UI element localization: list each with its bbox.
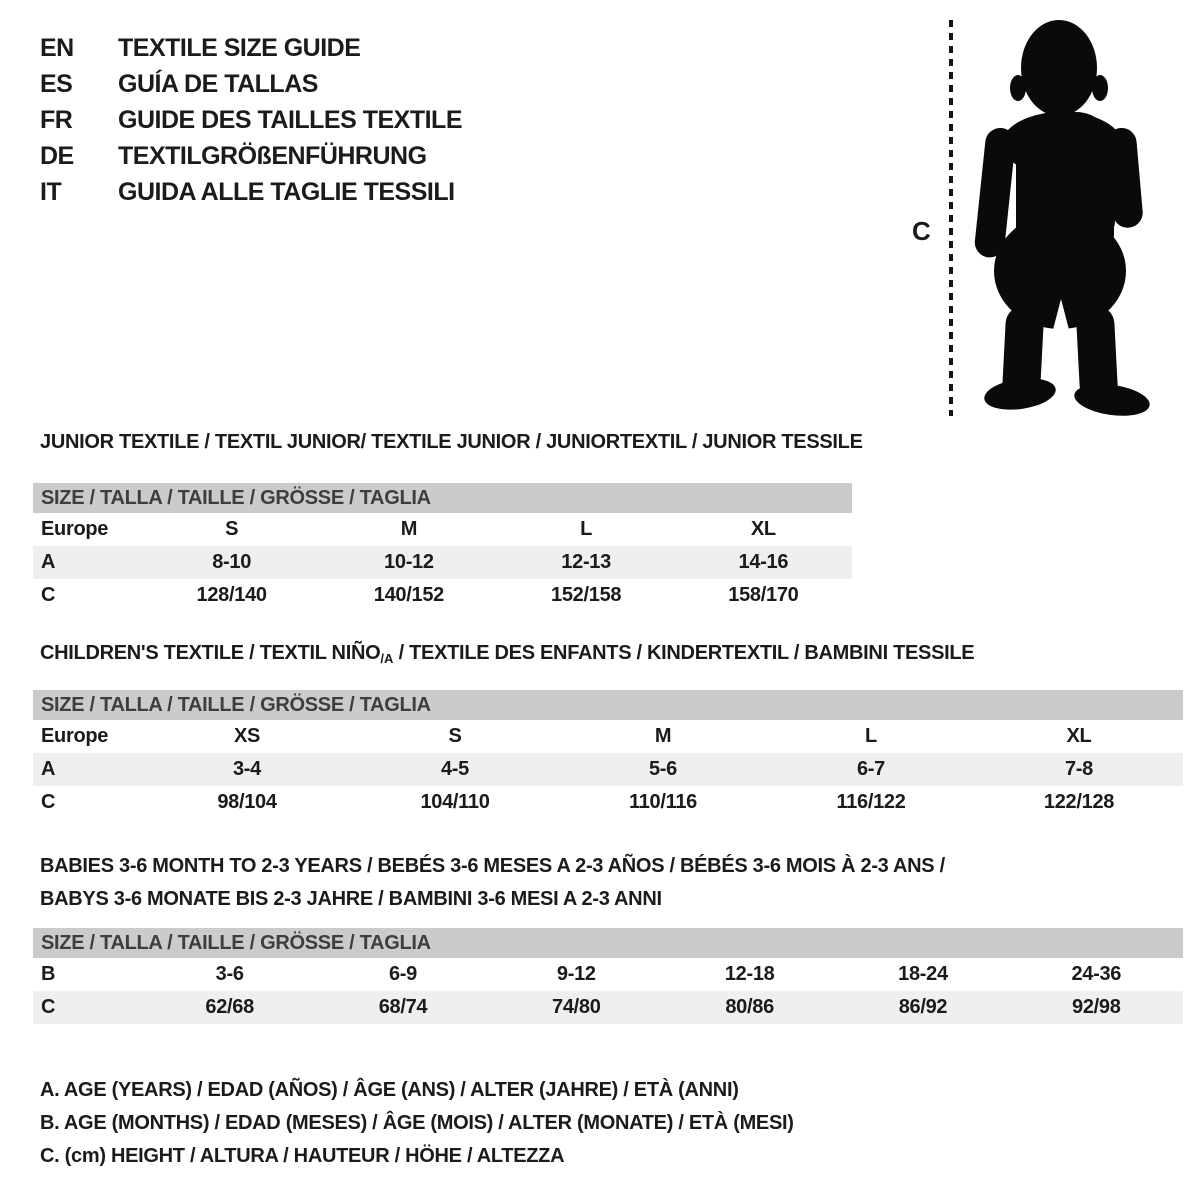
row-label: C [41,791,56,813]
table-row-height [33,991,1183,1024]
age-cell: 4-5 [440,758,469,780]
junior-size-table [33,483,852,612]
guide-title: GUIDA ALLE TAGLIE TESSILI [118,178,455,206]
guide-title: GUIDE DES TAILLES TEXTILE [118,106,463,134]
language-code: IT [40,178,62,206]
age-cell: 6-7 [856,758,885,780]
age-cell: 3-4 [232,758,261,780]
junior-section-heading: JUNIOR TEXTILE / TEXTIL JUNIOR/ TEXTILE JUNIOR / JUNIORTEXTIL / JUNIOR TESSILE [40,431,863,453]
size-cell: XL [750,518,776,540]
table-row-height [33,579,852,612]
height-cell: 62/68 [205,996,254,1018]
months-cell: 6-9 [388,963,417,985]
height-cell: 68/74 [378,996,428,1018]
row-label: Europe [41,725,109,747]
size-cell: XS [233,725,261,747]
language-code: ES [40,70,73,98]
children-size-table [33,690,1183,819]
row-label: B [41,963,56,985]
language-row-en [40,30,462,66]
babies-heading-line1: BABIES 3-6 MONTH TO 2-3 YEARS / BEBÉS 3-6 MESES A 2-3 AÑOS / BÉBÉS 3-6 MOIS À 2-3 ANS / [40,855,945,877]
height-cell: 86/92 [898,996,948,1018]
language-row-fr [40,102,462,138]
age-cell: 7-8 [1064,758,1093,780]
age-cell: 12-13 [561,551,611,573]
legend-line-c: C. (cm) HEIGHT / ALTURA / HAUTEUR / HÖHE / ALTEZZA [40,1145,565,1167]
table-row-age [33,753,1183,786]
size-cell: L [580,518,593,540]
height-cell: 140/152 [373,584,444,606]
babies-size-table [33,928,1183,1024]
height-cell: 116/122 [836,791,906,813]
children-section-heading [40,641,974,667]
table-row-europe [33,720,1183,753]
language-row-es [40,66,462,102]
months-cell: 3-6 [215,963,244,985]
months-cell: 24-36 [1071,963,1122,985]
height-cell: 80/86 [725,996,774,1018]
language-row-it [40,174,462,210]
size-cell: XL [1066,725,1092,747]
height-cell: 158/170 [728,584,799,606]
size-cell: S [448,725,462,747]
language-title-list [40,30,462,210]
table-row-months [33,958,1183,991]
guide-title: TEXTILGRÖßENFÜHRUNG [118,142,427,170]
table-row-height [33,786,1183,819]
measurement-legend [40,1074,794,1173]
children-heading-text: CHILDREN'S TEXTILE / TEXTIL NIÑO [40,642,381,664]
size-cell: M [654,725,672,747]
babies-section-heading [40,850,945,916]
height-cell: 104/110 [420,791,490,813]
height-cell: 98/104 [217,791,277,813]
language-code: DE [40,142,74,170]
age-cell: 8-10 [212,551,252,573]
language-code: FR [40,106,73,134]
table-row-age [33,546,852,579]
height-measure-label: C [912,216,931,246]
size-header-bar: SIZE / TALLA / TAILLE / GRÖSSE / TAGLIA [33,690,1183,720]
age-cell: 5-6 [648,758,677,780]
row-label: A [41,551,56,573]
height-cell: 122/128 [1043,791,1115,813]
guide-title: TEXTILE SIZE GUIDE [118,34,361,62]
height-measure-dashed-line [949,20,953,416]
height-cell: 92/98 [1072,996,1121,1018]
table-row-europe [33,513,852,546]
language-code: EN [40,34,74,62]
height-cell: 74/80 [552,996,601,1018]
row-label: Europe [41,518,109,540]
size-header-bar: SIZE / TALLA / TAILLE / GRÖSSE / TAGLIA [33,483,852,513]
children-heading-text: / TEXTILE DES ENFANTS / KINDERTEXTIL / BAMBINI TESSILE [393,642,975,664]
size-header-bar: SIZE / TALLA / TAILLE / GRÖSSE / TAGLIA [33,928,1183,958]
age-cell: 14-16 [738,551,789,573]
height-cell: 110/116 [629,791,697,813]
guide-title: GUÍA DE TALLAS [118,70,318,98]
months-cell: 9-12 [556,963,596,985]
size-cell: L [865,725,877,747]
language-row-de [40,138,462,174]
months-cell: 18-24 [898,963,948,985]
row-label: C [41,996,56,1018]
legend-line-a: A. AGE (YEARS) / EDAD (AÑOS) / ÂGE (ANS) / ALTER (JAHRE) / ETÀ (ANNI) [40,1079,739,1101]
legend-line-b: B. AGE (MONTHS) / EDAD (MESES) / ÂGE (MOIS) / ALTER (MONATE) / ETÀ (MESI) [40,1112,794,1134]
age-cell: 10-12 [384,551,434,573]
height-cell: 128/140 [196,584,267,606]
row-label: A [41,758,56,780]
months-cell: 12-18 [724,963,775,985]
toddler-silhouette [960,16,1160,420]
height-cell: 152/158 [551,584,622,606]
babies-heading-line2: BABYS 3-6 MONATE BIS 2-3 JAHRE / BAMBINI 3-6 MESI A 2-3 ANNI [40,888,662,910]
size-cell: M [400,518,418,540]
row-label: C [41,584,56,606]
children-heading-subscript: /A [380,651,394,666]
size-cell: S [225,518,239,540]
